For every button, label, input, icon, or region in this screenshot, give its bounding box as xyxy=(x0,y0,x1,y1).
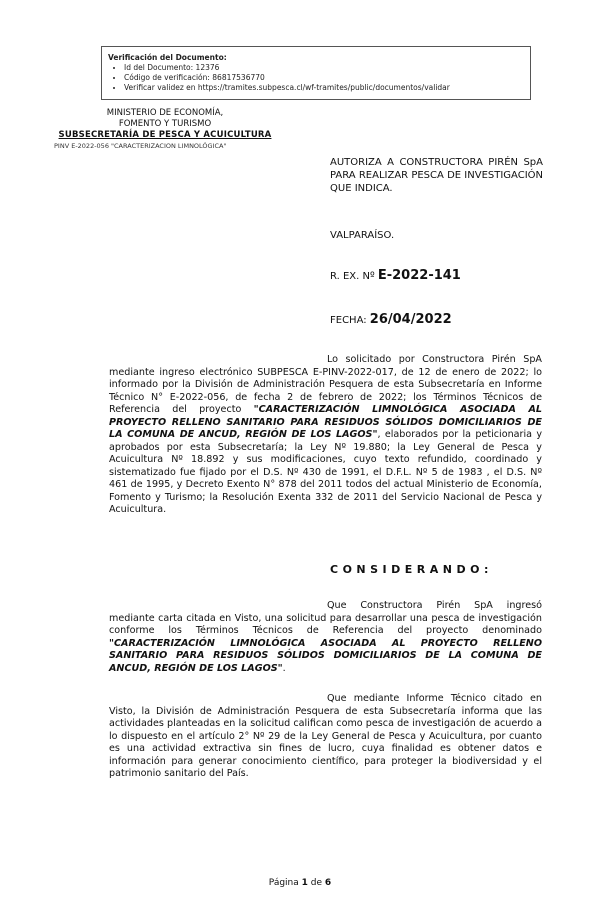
visto-paragraph xyxy=(109,354,542,517)
visto-rest: , elaborados por la peticionaria y aprobados por esta Subsecretaría; la Ley Nº 19.880; la Ley General de Pesca y Acuicultura Nº 18.892 y sus modificaciones, cuyo texto refundido, coordinado y sistematizado fue fijado por el D.S. Nº 430 de 1991, el D.F.L. Nº 5 de 1983 , el D.S. Nº 461 de 1995, y Decreto Exento N° 878 del 2011 todos del actual Ministerio de Economía, Fomento y Turismo; la Resolución Exenta 332 de 2011 del Servicio Nacional de Pesca y Acuicultura. xyxy=(109,429,542,515)
verification-code: • Código de verificación: 86817536770 xyxy=(124,73,530,83)
verification-id: • Id del Documento: 12376 xyxy=(124,63,530,73)
subsecretaria-title: SUBSECRETARÍA DE PESCA Y ACUICULTURA xyxy=(58,130,272,140)
resolution-value: E-2022-141 xyxy=(377,268,461,283)
verification-link[interactable]: • Verificar validez en https://tramites.subpesca.cl/wf-tramites/public/documentos/validar xyxy=(124,83,530,93)
resolution-label: R. EX. Nº xyxy=(330,271,375,282)
page-footer xyxy=(0,878,600,888)
verification-title: Verificación del Documento: xyxy=(108,53,227,62)
authorize-heading: AUTORIZA A CONSTRUCTORA PIRÉN SpA PARA REALIZAR PESCA DE INVESTIGACIÓN QUE INDICA. xyxy=(330,157,543,194)
consid1-project-title: "CARACTERIZACIÓN LIMNOLÓGICA ASOCIADA AL PROYECTO RELLENO SANITARIO PARA RESIDUOS SÓLIDOS DOMICILIARIOS DE LA COMUNA DE ANCUD, REGIÓN DE LOS LAGOS" xyxy=(109,637,542,674)
verification-box xyxy=(101,46,531,100)
ministry-header xyxy=(40,108,290,141)
page-total: 6 xyxy=(324,878,332,888)
considerando-heading: CONSIDERANDO: xyxy=(330,563,493,576)
verification-list xyxy=(108,63,530,93)
resolution-date xyxy=(330,312,452,327)
page-current: 1 xyxy=(301,878,308,888)
ministry-line-2: FOMENTO Y TURISMO xyxy=(118,119,212,129)
consid1-end: . xyxy=(282,662,286,674)
considerando-paragraph-2 xyxy=(109,693,542,781)
date-label: FECHA: xyxy=(330,315,367,326)
visto-lead: Lo solicitado por Constructora Pirén SpA mediante ingreso electrónico SUBPESCA E-PINV-2022-017, de 12 de enero de 2022; lo informado por la División de Administración Pesquera de esta Subsecretaría en Informe Técnico N° E-2022-056, de fecha 2 de febrero de 2022; los Términos Técnicos de Referencia del proyecto xyxy=(109,354,542,415)
pinv-reference: PINV E-2022-056 "CARACTERIZACION LIMNOLÓGICA" xyxy=(54,142,227,150)
visto-project-title: "CARACTERIZACIÓN LIMNOLÓGICA ASOCIADA AL PROYECTO RELLENO SANITARIO PARA RESIDUOS SÓLIDOS DOMICILIARIOS DE LA COMUNA DE ANCUD, REGIÓN DE LOS LAGOS" xyxy=(109,404,542,440)
consid2-text: Que mediante Informe Técnico citado en Visto, la División de Administración Pesquera de esta Subsecretaría informa que las actividades planteadas en la solicitud califican como pesca de investigación de acuerdo a lo dispuesto en el artículo 2° Nº 29 de la Ley General de Pesca y Acuicultura, por cuanto es una actividad extractiva sin fines de lucro, cuya finalidad es obtener datos e información para generar conocimiento científico, para proteger la biodiversidad y el patrimonio sanitario del País. xyxy=(109,693,542,779)
ministry-line-1: MINISTERIO DE ECONOMÍA, xyxy=(106,108,224,118)
page-word: Página xyxy=(268,878,299,888)
date-value: 26/04/2022 xyxy=(369,312,452,327)
city: VALPARAÍSO. xyxy=(330,230,395,241)
of-word: de xyxy=(310,878,323,888)
considerando-paragraph-1 xyxy=(109,600,542,675)
consid1-lead: Que Constructora Pirén SpA ingresó mediante carta citada en Visto, una solicitud para desarrollar una pesca de investigación conforme los Términos Técnicos de Referencia del proyecto denominado xyxy=(109,600,542,636)
resolution-number xyxy=(330,268,461,283)
